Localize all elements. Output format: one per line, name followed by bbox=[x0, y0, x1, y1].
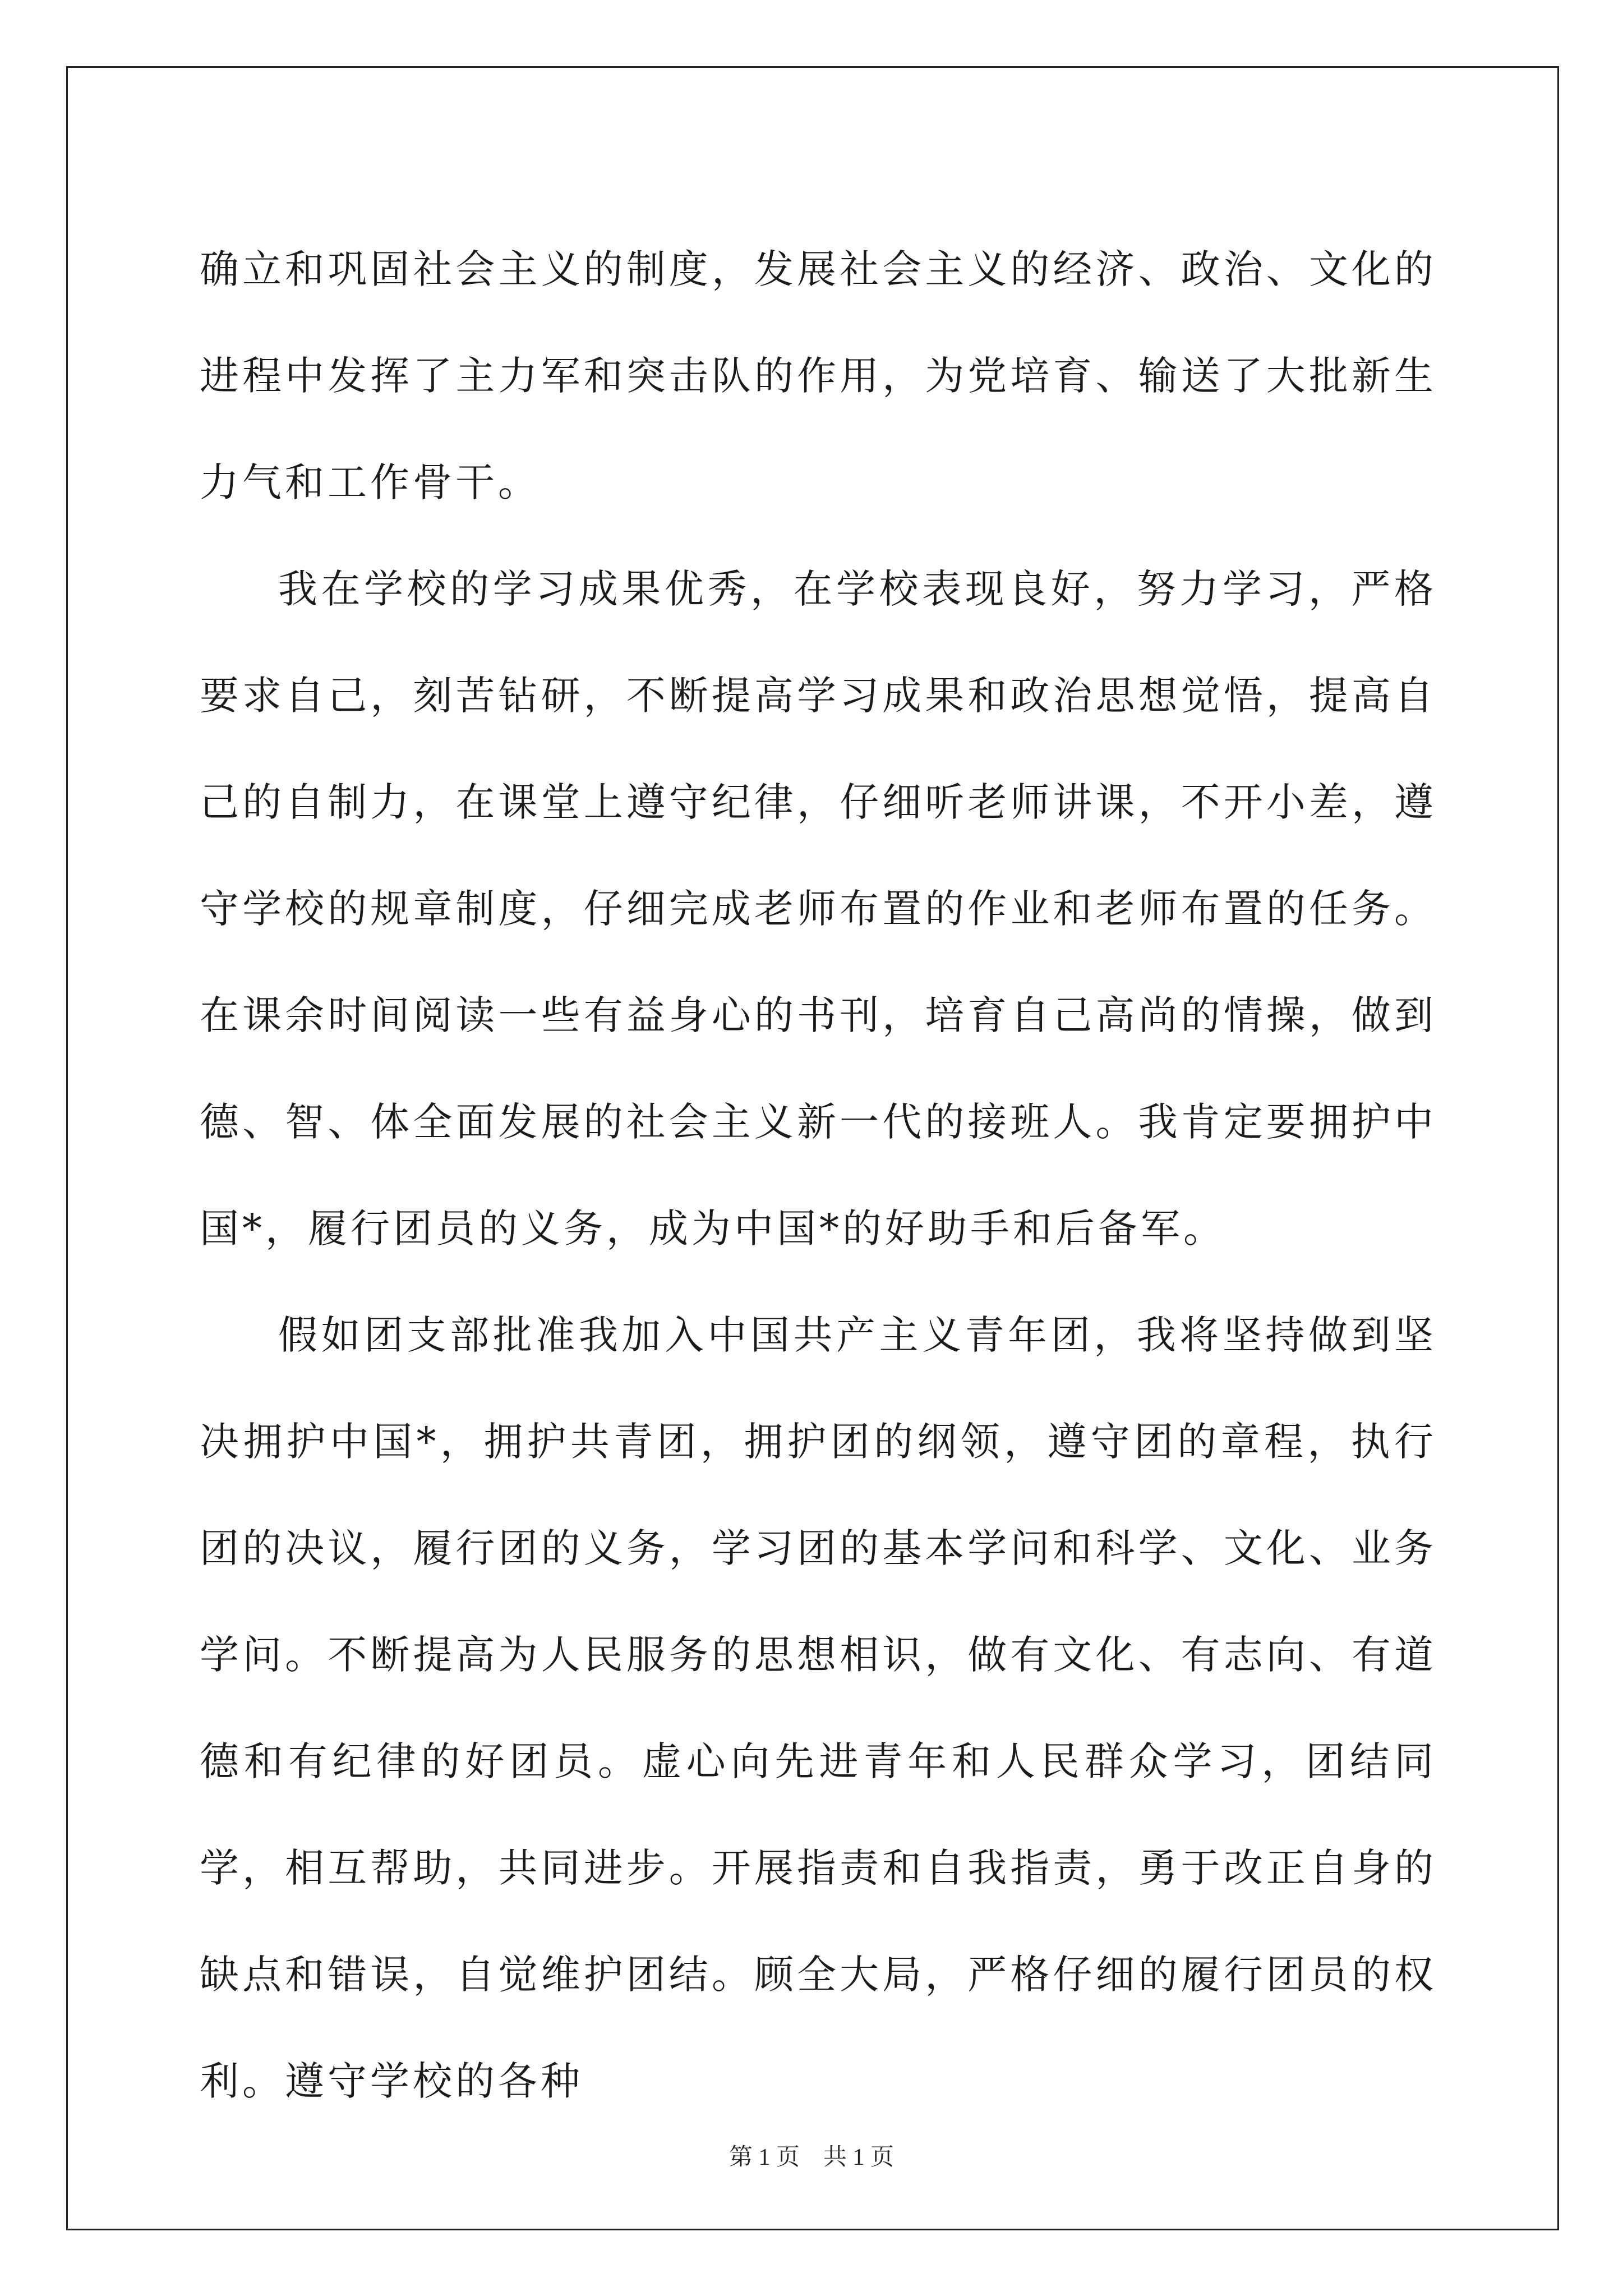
paragraph-1: 确立和巩固社会主义的制度，发展社会主义的经济、政治、文化的进程中发挥了主力军和突击队的作用，为党培育、输送了大批新生力气和工作骨干。 bbox=[200, 246, 1437, 505]
page-footer bbox=[0, 2138, 1623, 2172]
paragraph-2: 我在学校的学习成果优秀，在学校表现良好，努力学习，严格要求自己，刻苦钻研，不断提高学习成果和政治思想觉悟，提高自己的自制力，在课堂上遵守纪律，仔细听老师讲课，不开小差，遵守学校的规章制度，仔细完成老师布置的作业和老师布置的任务。在课余时间阅读一些有益身心的书刊，培育自己高尚的情操，做到德、智、体全面发展的社会主义新一代的接班人。我肯定要拥护中国*，履行团员的义务，成为中国*的好助手和后备军。 bbox=[200, 566, 1437, 1251]
paragraph-3: 假如团支部批准我加入中国共产主义青年团，我将坚持做到坚决拥护中国*，拥护共青团，拥护团的纲领，遵守团的章程，执行团的决议，履行团的义务，学习团的基本学问和科学、文化、业务学问。不断提高为人民服务的思想相识，做有文化、有志向、有道德和有纪律的好团员。虚心向先进青年和人民群众学习，团结同学，相互帮助，共同进步。开展指责和自我指责，勇于改正自身的缺点和错误，自觉维护团结。顾全大局，严格仔细的履行团员的权利。遵守学校的各种 bbox=[200, 1312, 1437, 2104]
document-body bbox=[200, 216, 1437, 2134]
page-number-label: 第 1 页 共 1 页 bbox=[728, 2145, 894, 2170]
